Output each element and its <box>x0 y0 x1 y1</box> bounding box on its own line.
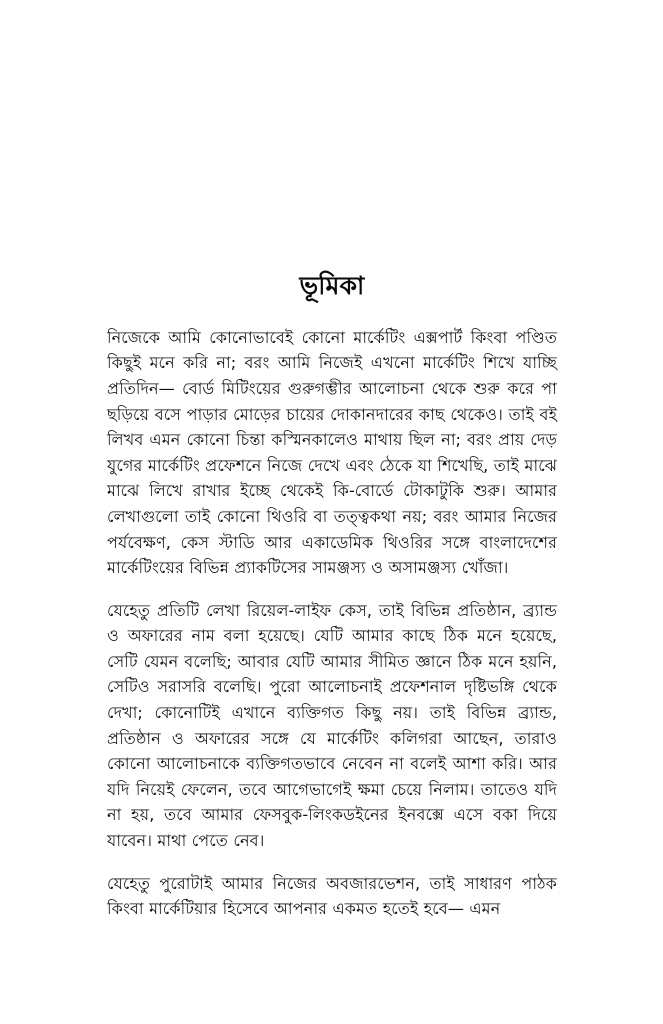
paragraph-3: যেহেতু পুরোটাই আমার নিজের অবজারভেশন, তাই সাধারণ পাঠক কিংবা মার্কেটিয়ার হিসেবে আপনার একমত হতেই হবে— এমন <box>107 873 557 919</box>
paragraph-1: নিজেকে আমি কোনোভাবেই কোনো মার্কেটিং এক্সপার্ট কিংবা পণ্ডিত কিছুই মনে করি না; বরং আমি নিজেই এখনো মার্কেটিং শিখে যাচ্ছি প্রতিদিন— বোর্ড মিটিংয়ের গুরুগম্ভীর আলোচনা থেকে শুরু করে পা ছড়িয়ে বসে পাড়ার মোড়ের চায়ের দোকানদারের কাছ থেকেও। তাই বই লিখব এমন কোনো চিন্তা কস্মিনকালেও মাথায় ছিল না; বরং প্রায় দেড় যুগের মার্কেটিং প্রফেশনে নিজে দেখে এবং ঠেকে যা শিখেছি, তাই মাঝে মাঝে লিখে রাখার ইচ্ছে থেকেই কি-বোর্ডে টোকাটুকি শুরু। আমার লেখাগুলো তাই কোনো থিওরি বা তত্ত্বকথা নয়; বরং আমার নিজের পর্যবেক্ষণ, কেস স্টাডি আর একাডেমিক থিওরির সঙ্গে বাংলাদেশের মার্কেটিংয়ের বিভিন্ন প্র্যাকটিসের সামঞ্জস্য ও অসামঞ্জস্য খোঁজা। <box>107 327 557 578</box>
paragraph-2: যেহেতু প্রতিটি লেখা রিয়েল-লাইফ কেস, তাই বিভিন্ন প্রতিষ্ঠান, ব্র্যান্ড ও অফারের নাম বলা হয়েছে। যেটি আমার কাছে ঠিক মনে হয়েছে, সেটি যেমন বলেছি; আবার যেটি আমার সীমিত জ্ঞানে ঠিক মনে হয়নি, সেটিও সরাসরি বলেছি। পুরো আলোচনাই প্রফেশনাল দৃষ্টিভঙ্গি থেকে দেখা; কোনোটিই এখানে ব্যক্তিগত কিছু নয়। তাই বিভিন্ন ব্র্যান্ড, প্রতিষ্ঠান ও অফারের সঙ্গে যে মার্কেটিং কলিগরা আছেন, তারাও কোনো আলোচনাকে ব্যক্তিগতভাবে নেবেন না বলেই আশা করি। আর যদি নিয়েই ফেলেন, তবে আগেভাগেই ক্ষমা চেয়ে নিলাম। তাতেও যদি না হয়, তবে আমার ফেসবুক-লিংকডইনের ইনবক্সে এসে বকা দিয়ে যাবেন। মাথা পেতে নেব। <box>107 600 557 851</box>
page-title: ভূমিকা <box>299 271 365 300</box>
page-content <box>107 272 557 922</box>
